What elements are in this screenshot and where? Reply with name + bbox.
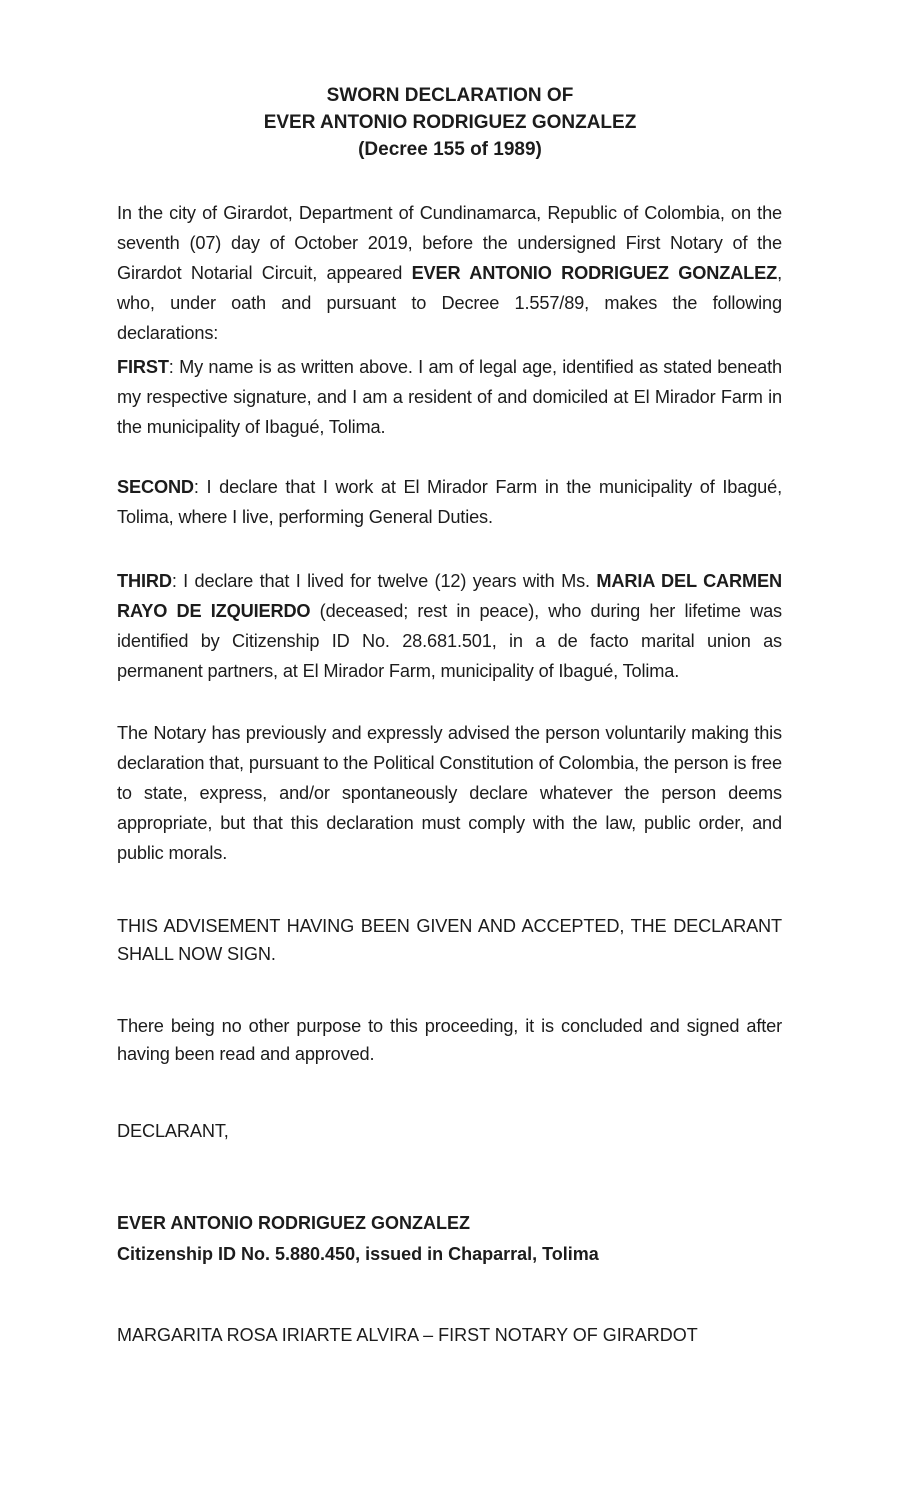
notary-line: MARGARITA ROSA IRIARTE ALVIRA – FIRST NOTARY OF GIRARDOT bbox=[117, 1325, 698, 1345]
third-partner-name: MARIA DEL CARMEN RAYO DE IZQUIERDO bbox=[117, 571, 782, 621]
closing-paragraph: There being no other purpose to this proceeding, it is concluded and signed after having been read and approved. bbox=[117, 1016, 782, 1064]
intro-declarant-name: EVER ANTONIO RODRIGUEZ GONZALEZ bbox=[411, 263, 778, 283]
title-line-2: EVER ANTONIO RODRIGUEZ GONZALEZ bbox=[263, 112, 637, 133]
signature-id-line: Citizenship ID No. 5.880.450, issued in Chaparral, Tolima bbox=[117, 1244, 599, 1264]
advisement-accepted-paragraph: THIS ADVISEMENT HAVING BEEN GIVEN AND ACCEPTED, THE DECLARANT SHALL NOW SIGN. bbox=[117, 916, 782, 964]
intro-text-b: , who, under oath and pursuant to Decree 1.557/89, makes the following declarations: bbox=[117, 263, 782, 343]
title-line-1: SWORN DECLARATION OF bbox=[326, 85, 574, 106]
third-text-b: (deceased; rest in peace), who during her lifetime was identified by Citizenship ID No. 28.681.501, in a de facto marital union as permanent partners, at El Mirador Farm, municipality of Ibagué, Tolima. bbox=[117, 601, 782, 681]
declarant-label: DECLARANT, bbox=[117, 1121, 229, 1141]
intro-paragraph bbox=[117, 198, 782, 348]
third-declaration bbox=[117, 566, 782, 686]
first-label: FIRST bbox=[117, 357, 169, 377]
third-label: THIRD bbox=[117, 571, 172, 591]
first-text: : My name is as written above. I am of legal age, identified as stated beneath my respective signature, and I am a resident of and domiciled at El Mirador Farm in the municipality of Ibagué, Tolima. bbox=[117, 357, 782, 437]
second-declaration bbox=[117, 472, 782, 532]
third-text-a: : I declare that I lived for twelve (12) years with Ms. bbox=[171, 571, 597, 591]
signature-block bbox=[117, 1208, 599, 1270]
signature-name: EVER ANTONIO RODRIGUEZ GONZALEZ bbox=[117, 1213, 471, 1233]
title-line-3: (Decree 155 of 1989) bbox=[358, 139, 542, 160]
intro-text-a: In the city of Girardot, Department of Cundinamarca, Republic of Colombia, on the seventh (07) day of October 2019, before the undersigned First Notary of the Girardot Notarial Circuit, appeared bbox=[117, 203, 782, 283]
notary-advisement-paragraph: The Notary has previously and expressly advised the person voluntarily making this declaration that, pursuant to the Political Constitution of Colombia, the person is free to state, express, and/or spontaneously declare whatever the person deems appropriate, but that this declaration must comply with the law, public order, and public morals. bbox=[117, 723, 782, 863]
document-title bbox=[0, 82, 900, 163]
second-text: : I declare that I work at El Mirador Farm in the municipality of Ibagué, Tolima, where I live, performing General Duties. bbox=[117, 477, 782, 527]
first-declaration bbox=[117, 352, 782, 442]
second-label: SECOND bbox=[117, 477, 194, 497]
